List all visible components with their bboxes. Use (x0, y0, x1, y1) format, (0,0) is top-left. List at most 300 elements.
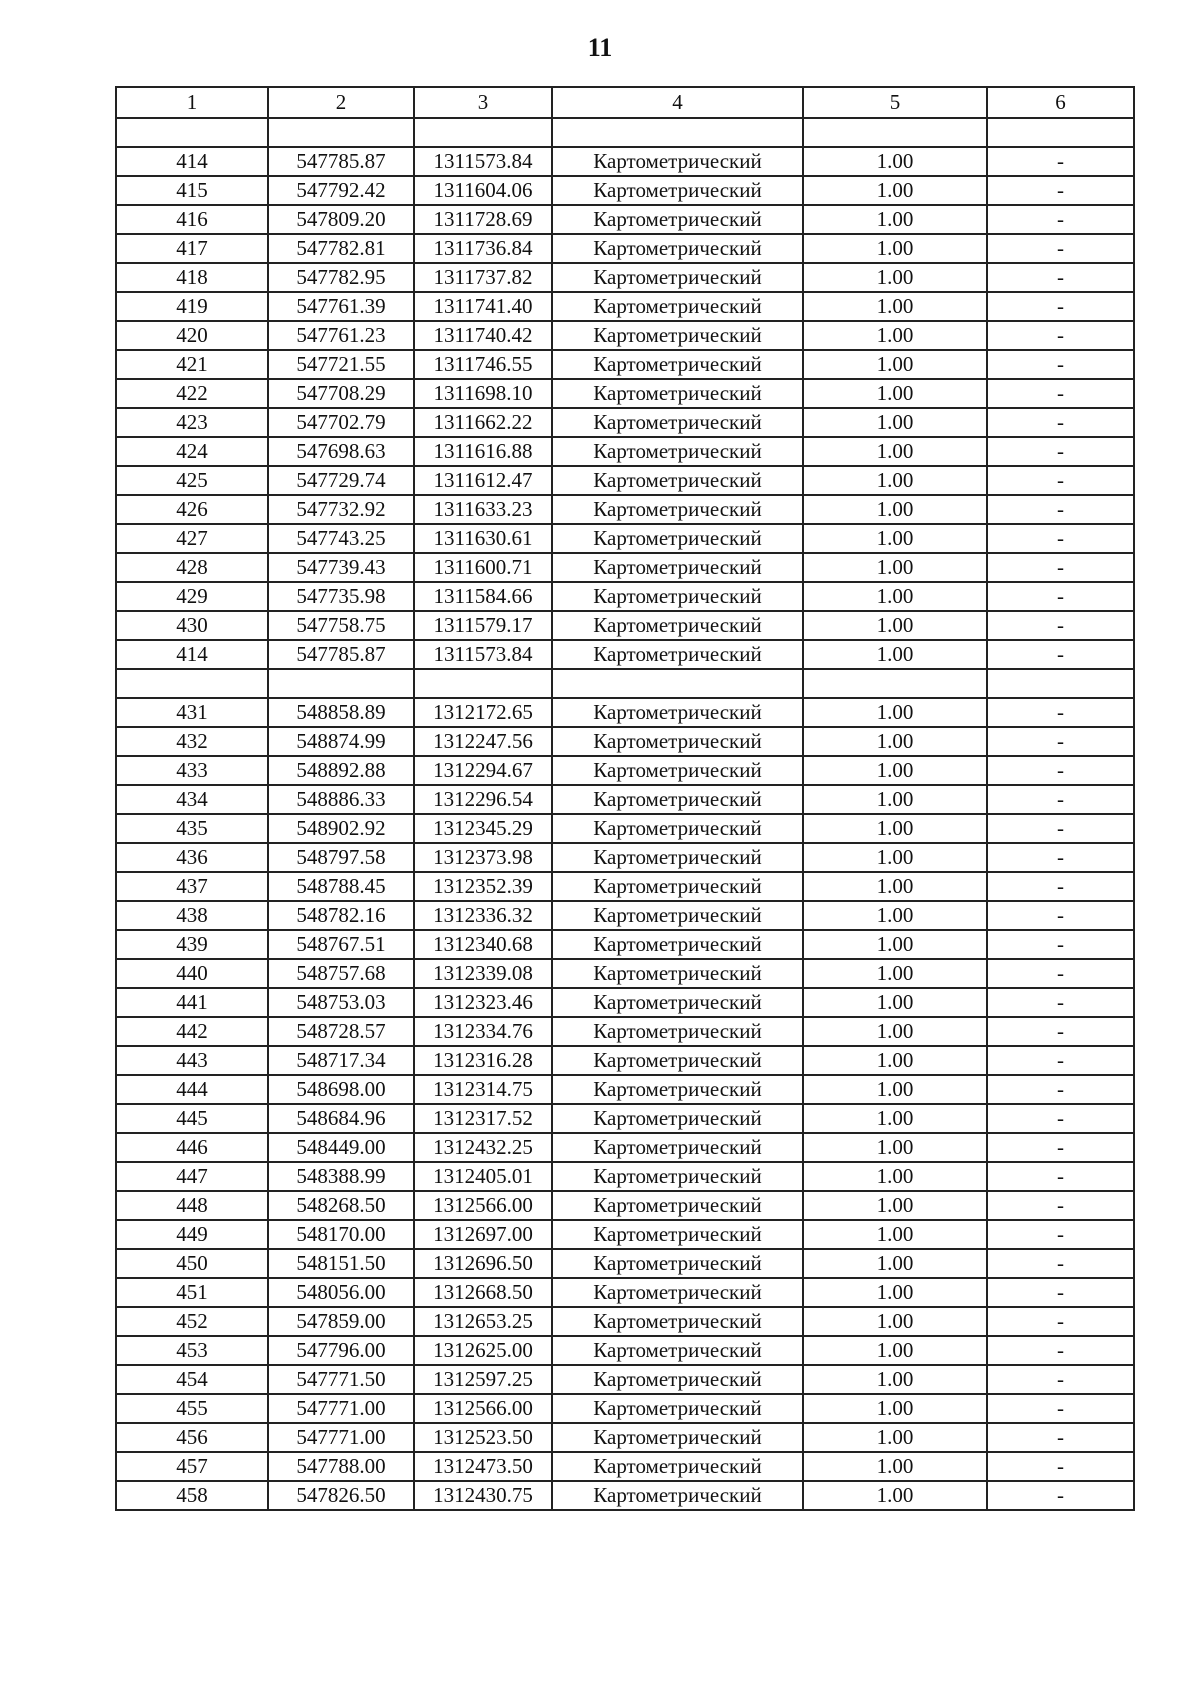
accuracy-cell: 1.00 (803, 843, 987, 872)
point-number-cell: 444 (116, 1075, 268, 1104)
y-coordinate-cell: 1311616.88 (414, 437, 552, 466)
column-header-6: 6 (987, 87, 1134, 118)
x-coordinate-cell: 547826.50 (268, 1481, 414, 1510)
x-coordinate-cell: 548886.33 (268, 785, 414, 814)
accuracy-cell: 1.00 (803, 1307, 987, 1336)
method-cell: Картометрический (552, 1278, 803, 1307)
y-coordinate-cell: 1311698.10 (414, 379, 552, 408)
table-row (116, 1017, 1134, 1046)
y-coordinate-cell: 1312668.50 (414, 1278, 552, 1307)
table-row (116, 205, 1134, 234)
method-cell: Картометрический (552, 1017, 803, 1046)
accuracy-cell: 1.00 (803, 1394, 987, 1423)
point-number-cell: 430 (116, 611, 268, 640)
y-coordinate-cell: 1311604.06 (414, 176, 552, 205)
table-row (116, 1046, 1134, 1075)
x-coordinate-cell: 547735.98 (268, 582, 414, 611)
x-coordinate-cell: 547771.50 (268, 1365, 414, 1394)
method-cell: Картометрический (552, 1336, 803, 1365)
y-coordinate-cell: 1312352.39 (414, 872, 552, 901)
note-cell (987, 118, 1134, 147)
accuracy-cell: 1.00 (803, 350, 987, 379)
x-coordinate-cell: 548767.51 (268, 930, 414, 959)
note-cell: - (987, 1017, 1134, 1046)
accuracy-cell: 1.00 (803, 147, 987, 176)
method-cell: Картометрический (552, 205, 803, 234)
accuracy-cell: 1.00 (803, 1278, 987, 1307)
y-coordinate-cell: 1312296.54 (414, 785, 552, 814)
note-cell: - (987, 1133, 1134, 1162)
y-coordinate-cell: 1311662.22 (414, 408, 552, 437)
point-number-cell: 453 (116, 1336, 268, 1365)
y-coordinate-cell: 1312294.67 (414, 756, 552, 785)
x-coordinate-cell: 548056.00 (268, 1278, 414, 1307)
point-number-cell: 418 (116, 263, 268, 292)
table-row (116, 1162, 1134, 1191)
table-row (116, 466, 1134, 495)
accuracy-cell: 1.00 (803, 930, 987, 959)
x-coordinate-cell: 548892.88 (268, 756, 414, 785)
x-coordinate-cell: 547785.87 (268, 147, 414, 176)
method-cell: Картометрический (552, 408, 803, 437)
note-cell: - (987, 1423, 1134, 1452)
note-cell: - (987, 553, 1134, 582)
table-row (116, 553, 1134, 582)
y-coordinate-cell: 1311737.82 (414, 263, 552, 292)
x-coordinate-cell: 547739.43 (268, 553, 414, 582)
x-coordinate-cell: 547761.39 (268, 292, 414, 321)
column-header-5: 5 (803, 87, 987, 118)
table-row (116, 698, 1134, 727)
table-row (116, 1133, 1134, 1162)
table-row (116, 1481, 1134, 1510)
table-row (116, 321, 1134, 350)
x-coordinate-cell: 547809.20 (268, 205, 414, 234)
note-cell: - (987, 930, 1134, 959)
table-row (116, 1249, 1134, 1278)
method-cell: Картометрический (552, 785, 803, 814)
method-cell: Картометрический (552, 524, 803, 553)
note-cell: - (987, 756, 1134, 785)
accuracy-cell: 1.00 (803, 321, 987, 350)
table-row (116, 292, 1134, 321)
point-number-cell: 451 (116, 1278, 268, 1307)
point-number-cell: 427 (116, 524, 268, 553)
method-cell: Картометрический (552, 321, 803, 350)
x-coordinate-cell: 548268.50 (268, 1191, 414, 1220)
point-number-cell (116, 669, 268, 698)
y-coordinate-cell: 1312339.08 (414, 959, 552, 988)
note-cell: - (987, 205, 1134, 234)
table-row (116, 582, 1134, 611)
method-cell: Картометрический (552, 1307, 803, 1336)
x-coordinate-cell: 548717.34 (268, 1046, 414, 1075)
method-cell: Картометрический (552, 698, 803, 727)
y-coordinate-cell: 1312373.98 (414, 843, 552, 872)
method-cell: Картометрический (552, 843, 803, 872)
point-number-cell: 438 (116, 901, 268, 930)
x-coordinate-cell: 547743.25 (268, 524, 414, 553)
y-coordinate-cell: 1311600.71 (414, 553, 552, 582)
y-coordinate-cell: 1312653.25 (414, 1307, 552, 1336)
table-row (116, 785, 1134, 814)
table-row (116, 1104, 1134, 1133)
point-number-cell: 417 (116, 234, 268, 263)
table-row (116, 1191, 1134, 1220)
point-number-cell: 434 (116, 785, 268, 814)
y-coordinate-cell (414, 118, 552, 147)
point-number-cell: 442 (116, 1017, 268, 1046)
accuracy-cell: 1.00 (803, 1423, 987, 1452)
x-coordinate-cell: 547792.42 (268, 176, 414, 205)
table-row (116, 118, 1134, 147)
note-cell: - (987, 1249, 1134, 1278)
column-header-1: 1 (116, 87, 268, 118)
table-row (116, 350, 1134, 379)
y-coordinate-cell: 1312336.32 (414, 901, 552, 930)
x-coordinate-cell: 548757.68 (268, 959, 414, 988)
x-coordinate-cell: 548449.00 (268, 1133, 414, 1162)
x-coordinate-cell: 547732.92 (268, 495, 414, 524)
note-cell: - (987, 495, 1134, 524)
accuracy-cell: 1.00 (803, 1046, 987, 1075)
table-row (116, 495, 1134, 524)
method-cell: Картометрический (552, 553, 803, 582)
accuracy-cell: 1.00 (803, 640, 987, 669)
point-number-cell: 420 (116, 321, 268, 350)
y-coordinate-cell: 1312625.00 (414, 1336, 552, 1365)
y-coordinate-cell: 1312697.00 (414, 1220, 552, 1249)
note-cell: - (987, 321, 1134, 350)
point-number-cell: 439 (116, 930, 268, 959)
table-row (116, 1452, 1134, 1481)
x-coordinate-cell: 547859.00 (268, 1307, 414, 1336)
table-row (116, 843, 1134, 872)
accuracy-cell: 1.00 (803, 437, 987, 466)
method-cell: Картометрический (552, 379, 803, 408)
table-row (116, 263, 1134, 292)
x-coordinate-cell: 547771.00 (268, 1394, 414, 1423)
accuracy-cell: 1.00 (803, 1249, 987, 1278)
point-number-cell: 414 (116, 640, 268, 669)
method-cell (552, 669, 803, 698)
y-coordinate-cell: 1311728.69 (414, 205, 552, 234)
x-coordinate-cell: 547785.87 (268, 640, 414, 669)
note-cell: - (987, 408, 1134, 437)
column-header-3: 3 (414, 87, 552, 118)
point-number-cell: 457 (116, 1452, 268, 1481)
table-row (116, 727, 1134, 756)
note-cell: - (987, 176, 1134, 205)
point-number-cell: 455 (116, 1394, 268, 1423)
x-coordinate-cell: 548782.16 (268, 901, 414, 930)
table-row (116, 959, 1134, 988)
method-cell: Картометрический (552, 1365, 803, 1394)
point-number-cell: 443 (116, 1046, 268, 1075)
accuracy-cell: 1.00 (803, 698, 987, 727)
y-coordinate-cell: 1312430.75 (414, 1481, 552, 1510)
note-cell: - (987, 1104, 1134, 1133)
note-cell: - (987, 814, 1134, 843)
x-coordinate-cell: 548788.45 (268, 872, 414, 901)
note-cell: - (987, 379, 1134, 408)
header-row (116, 87, 1134, 118)
y-coordinate-cell: 1311736.84 (414, 234, 552, 263)
x-coordinate-cell: 547771.00 (268, 1423, 414, 1452)
y-coordinate-cell: 1312566.00 (414, 1394, 552, 1423)
table-row (116, 437, 1134, 466)
note-cell: - (987, 785, 1134, 814)
method-cell: Картометрический (552, 466, 803, 495)
table-row (116, 1394, 1134, 1423)
y-coordinate-cell: 1312566.00 (414, 1191, 552, 1220)
table-row (116, 147, 1134, 176)
note-cell: - (987, 292, 1134, 321)
note-cell: - (987, 1336, 1134, 1365)
accuracy-cell: 1.00 (803, 1075, 987, 1104)
note-cell: - (987, 234, 1134, 263)
note-cell: - (987, 1162, 1134, 1191)
table-row (116, 1423, 1134, 1452)
note-cell: - (987, 1278, 1134, 1307)
note-cell: - (987, 843, 1134, 872)
table-row (116, 611, 1134, 640)
accuracy-cell: 1.00 (803, 756, 987, 785)
method-cell: Картометрический (552, 756, 803, 785)
point-number-cell: 429 (116, 582, 268, 611)
x-coordinate-cell (268, 118, 414, 147)
method-cell: Картометрический (552, 901, 803, 930)
point-number-cell: 450 (116, 1249, 268, 1278)
table-row (116, 1278, 1134, 1307)
note-cell: - (987, 640, 1134, 669)
table-row (116, 756, 1134, 785)
note-cell: - (987, 1365, 1134, 1394)
y-coordinate-cell: 1312317.52 (414, 1104, 552, 1133)
accuracy-cell: 1.00 (803, 1365, 987, 1394)
accuracy-cell: 1.00 (803, 611, 987, 640)
table-row (116, 930, 1134, 959)
method-cell: Картометрический (552, 234, 803, 263)
table-row (116, 1307, 1134, 1336)
accuracy-cell: 1.00 (803, 1481, 987, 1510)
x-coordinate-cell: 547729.74 (268, 466, 414, 495)
accuracy-cell: 1.00 (803, 727, 987, 756)
note-cell: - (987, 437, 1134, 466)
note-cell: - (987, 1191, 1134, 1220)
accuracy-cell: 1.00 (803, 785, 987, 814)
method-cell: Картометрический (552, 292, 803, 321)
point-number-cell: 423 (116, 408, 268, 437)
accuracy-cell: 1.00 (803, 1220, 987, 1249)
table-body (116, 118, 1134, 1510)
method-cell: Картометрический (552, 147, 803, 176)
x-coordinate-cell: 547758.75 (268, 611, 414, 640)
note-cell: - (987, 1481, 1134, 1510)
point-number-cell: 425 (116, 466, 268, 495)
accuracy-cell (803, 118, 987, 147)
method-cell: Картометрический (552, 988, 803, 1017)
point-number-cell (116, 118, 268, 147)
x-coordinate-cell: 547721.55 (268, 350, 414, 379)
table-row (116, 872, 1134, 901)
note-cell: - (987, 988, 1134, 1017)
x-coordinate-cell: 547796.00 (268, 1336, 414, 1365)
table-row (116, 1336, 1134, 1365)
column-header-4: 4 (552, 87, 803, 118)
method-cell: Картометрический (552, 582, 803, 611)
point-number-cell: 414 (116, 147, 268, 176)
point-number-cell: 431 (116, 698, 268, 727)
method-cell: Картометрический (552, 930, 803, 959)
y-coordinate-cell: 1311746.55 (414, 350, 552, 379)
note-cell: - (987, 350, 1134, 379)
table-row (116, 1365, 1134, 1394)
note-cell: - (987, 466, 1134, 495)
point-number-cell: 456 (116, 1423, 268, 1452)
point-number-cell: 454 (116, 1365, 268, 1394)
method-cell: Картометрический (552, 1162, 803, 1191)
note-cell: - (987, 901, 1134, 930)
note-cell: - (987, 1452, 1134, 1481)
table-header (116, 87, 1134, 118)
y-coordinate-cell: 1311741.40 (414, 292, 552, 321)
table-row (116, 669, 1134, 698)
point-number-cell: 452 (116, 1307, 268, 1336)
method-cell: Картометрический (552, 872, 803, 901)
table-row (116, 524, 1134, 553)
x-coordinate-cell: 548388.99 (268, 1162, 414, 1191)
accuracy-cell: 1.00 (803, 1162, 987, 1191)
x-coordinate-cell: 547702.79 (268, 408, 414, 437)
method-cell: Картометрический (552, 437, 803, 466)
table-row (116, 176, 1134, 205)
x-coordinate-cell: 548728.57 (268, 1017, 414, 1046)
note-cell: - (987, 727, 1134, 756)
point-number-cell: 435 (116, 814, 268, 843)
table-row (116, 988, 1134, 1017)
point-number-cell: 432 (116, 727, 268, 756)
point-number-cell: 448 (116, 1191, 268, 1220)
method-cell: Картометрический (552, 176, 803, 205)
x-coordinate-cell: 547698.63 (268, 437, 414, 466)
accuracy-cell: 1.00 (803, 814, 987, 843)
y-coordinate-cell: 1312405.01 (414, 1162, 552, 1191)
method-cell: Картометрический (552, 1423, 803, 1452)
column-header-2: 2 (268, 87, 414, 118)
point-number-cell: 449 (116, 1220, 268, 1249)
point-number-cell: 437 (116, 872, 268, 901)
accuracy-cell: 1.00 (803, 234, 987, 263)
point-number-cell: 440 (116, 959, 268, 988)
y-coordinate-cell: 1312432.25 (414, 1133, 552, 1162)
x-coordinate-cell: 547782.95 (268, 263, 414, 292)
method-cell: Картометрический (552, 959, 803, 988)
accuracy-cell: 1.00 (803, 263, 987, 292)
note-cell: - (987, 263, 1134, 292)
accuracy-cell: 1.00 (803, 1452, 987, 1481)
y-coordinate-cell: 1312323.46 (414, 988, 552, 1017)
point-number-cell: 458 (116, 1481, 268, 1510)
y-coordinate-cell: 1311612.47 (414, 466, 552, 495)
y-coordinate-cell: 1312340.68 (414, 930, 552, 959)
point-number-cell: 446 (116, 1133, 268, 1162)
point-number-cell: 419 (116, 292, 268, 321)
accuracy-cell: 1.00 (803, 1104, 987, 1133)
method-cell: Картометрический (552, 611, 803, 640)
y-coordinate-cell: 1312696.50 (414, 1249, 552, 1278)
point-number-cell: 422 (116, 379, 268, 408)
method-cell: Картометрический (552, 1191, 803, 1220)
table-row (116, 408, 1134, 437)
note-cell: - (987, 611, 1134, 640)
y-coordinate-cell: 1312597.25 (414, 1365, 552, 1394)
method-cell: Картометрический (552, 1133, 803, 1162)
method-cell: Картометрический (552, 640, 803, 669)
table-row (116, 234, 1134, 263)
note-cell: - (987, 872, 1134, 901)
point-number-cell: 441 (116, 988, 268, 1017)
method-cell: Картометрический (552, 263, 803, 292)
table-row (116, 640, 1134, 669)
accuracy-cell: 1.00 (803, 988, 987, 1017)
method-cell: Картометрический (552, 1104, 803, 1133)
y-coordinate-cell: 1312523.50 (414, 1423, 552, 1452)
method-cell: Картометрический (552, 1249, 803, 1278)
note-cell: - (987, 524, 1134, 553)
point-number-cell: 424 (116, 437, 268, 466)
x-coordinate-cell: 548902.92 (268, 814, 414, 843)
y-coordinate-cell: 1312172.65 (414, 698, 552, 727)
x-coordinate-cell: 548151.50 (268, 1249, 414, 1278)
y-coordinate-cell: 1311573.84 (414, 147, 552, 176)
accuracy-cell: 1.00 (803, 872, 987, 901)
point-number-cell: 416 (116, 205, 268, 234)
y-coordinate-cell: 1312345.29 (414, 814, 552, 843)
accuracy-cell (803, 669, 987, 698)
x-coordinate-cell: 548874.99 (268, 727, 414, 756)
x-coordinate-cell: 547782.81 (268, 234, 414, 263)
accuracy-cell: 1.00 (803, 582, 987, 611)
note-cell: - (987, 1394, 1134, 1423)
x-coordinate-cell: 548858.89 (268, 698, 414, 727)
method-cell (552, 118, 803, 147)
y-coordinate-cell: 1311584.66 (414, 582, 552, 611)
note-cell: - (987, 1307, 1134, 1336)
method-cell: Картометрический (552, 814, 803, 843)
point-number-cell: 436 (116, 843, 268, 872)
accuracy-cell: 1.00 (803, 205, 987, 234)
accuracy-cell: 1.00 (803, 1336, 987, 1365)
accuracy-cell: 1.00 (803, 1191, 987, 1220)
method-cell: Картометрический (552, 350, 803, 379)
point-number-cell: 415 (116, 176, 268, 205)
accuracy-cell: 1.00 (803, 466, 987, 495)
accuracy-cell: 1.00 (803, 553, 987, 582)
accuracy-cell: 1.00 (803, 408, 987, 437)
y-coordinate-cell: 1312314.75 (414, 1075, 552, 1104)
y-coordinate-cell: 1311573.84 (414, 640, 552, 669)
accuracy-cell: 1.00 (803, 292, 987, 321)
accuracy-cell: 1.00 (803, 1017, 987, 1046)
y-coordinate-cell: 1312247.56 (414, 727, 552, 756)
note-cell: - (987, 582, 1134, 611)
x-coordinate-cell: 548797.58 (268, 843, 414, 872)
table-row (116, 379, 1134, 408)
x-coordinate-cell: 548170.00 (268, 1220, 414, 1249)
x-coordinate-cell (268, 669, 414, 698)
table-row (116, 1220, 1134, 1249)
